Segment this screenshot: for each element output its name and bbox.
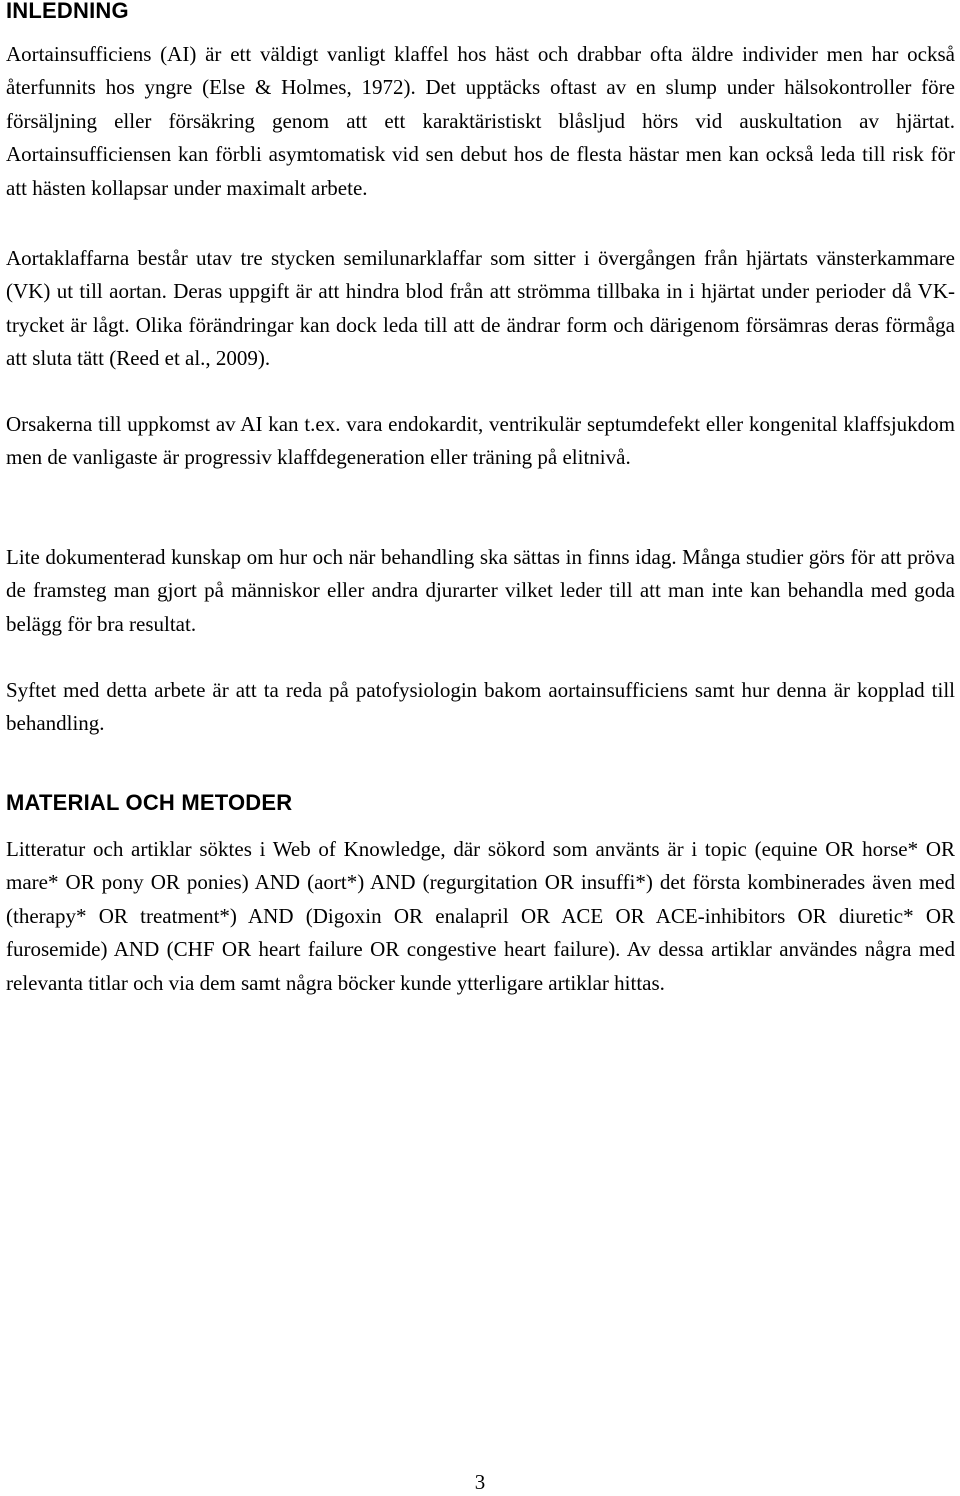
section-heading-material-och-metoder: MATERIAL OCH METODER bbox=[6, 790, 293, 815]
section-heading-inledning: INLEDNING bbox=[6, 0, 129, 23]
paragraph-intro: Aortainsufficiens (AI) är ett väldigt vanligt klaffel hos häst och drabbar ofta äldre individer men har också återfunnits hos yngre (Else & Holmes, 1972). Det upptäcks oftast av en slump under hälsokontroller före försäljning eller försäkring genom att ett karaktäristiskt blåsljud hörs vid auskultation av hjärtat. Aortainsufficiensen kan förbli asymtomatisk vid sen debut hos de flesta hästar men kan också leda till risk för att hästen kollapsar under maximalt arbete. bbox=[6, 42, 955, 200]
paragraph-purpose: Syftet med detta arbete är att ta reda på patofysiologin bakom aortainsufficiens samt hur denna är kopplad till behandling. bbox=[6, 678, 955, 736]
paragraph-methods: Litteratur och artiklar söktes i Web of Knowledge, där sökord som använts är i topic (equine OR horse* OR mare* OR pony OR ponies) AND (aort*) AND (regurgitation OR insuffi*) det första kombinerades även med (therapy* OR treatment*) AND (Digoxin OR enalapril OR ACE OR ACE-inhibitors OR diuretic* OR furosemide) AND (CHF OR heart failure OR congestive heart failure). Av dessa artiklar användes några med relevanta titlar och via dem samt några böcker kunde ytterligare artiklar hittas. bbox=[6, 837, 955, 995]
paragraph-aortic-valves: Aortaklaffarna består utav tre stycken semilunarklaffar som sitter i övergången från hjärtats vänsterkammare (VK) ut till aortan. Deras uppgift är att hindra blod från att strömma tillbaka in i hjärtat under perioder då VK-trycket är lågt. Olika förändringar kan dock leda till att de ändrar form och därigenom försämras deras förmåga att sluta tätt (Reed et al., 2009). bbox=[6, 246, 955, 371]
page-number: 3 bbox=[474, 1470, 486, 1494]
paragraph-treatment-knowledge: Lite dokumenterad kunskap om hur och när behandling ska sättas in finns idag. Många studier görs för att pröva de framsteg man gjort på människor eller andra djurarter vilket leder till att man inte kan behandla med goda belägg för bra resultat. bbox=[6, 545, 955, 636]
paragraph-causes: Orsakerna till uppkomst av AI kan t.ex. vara endokardit, ventrikulär septumdefekt eller kongenital klaffsjukdom men de vanligaste är progressiv klaffdegeneration eller träning på elitnivå. bbox=[6, 412, 955, 470]
